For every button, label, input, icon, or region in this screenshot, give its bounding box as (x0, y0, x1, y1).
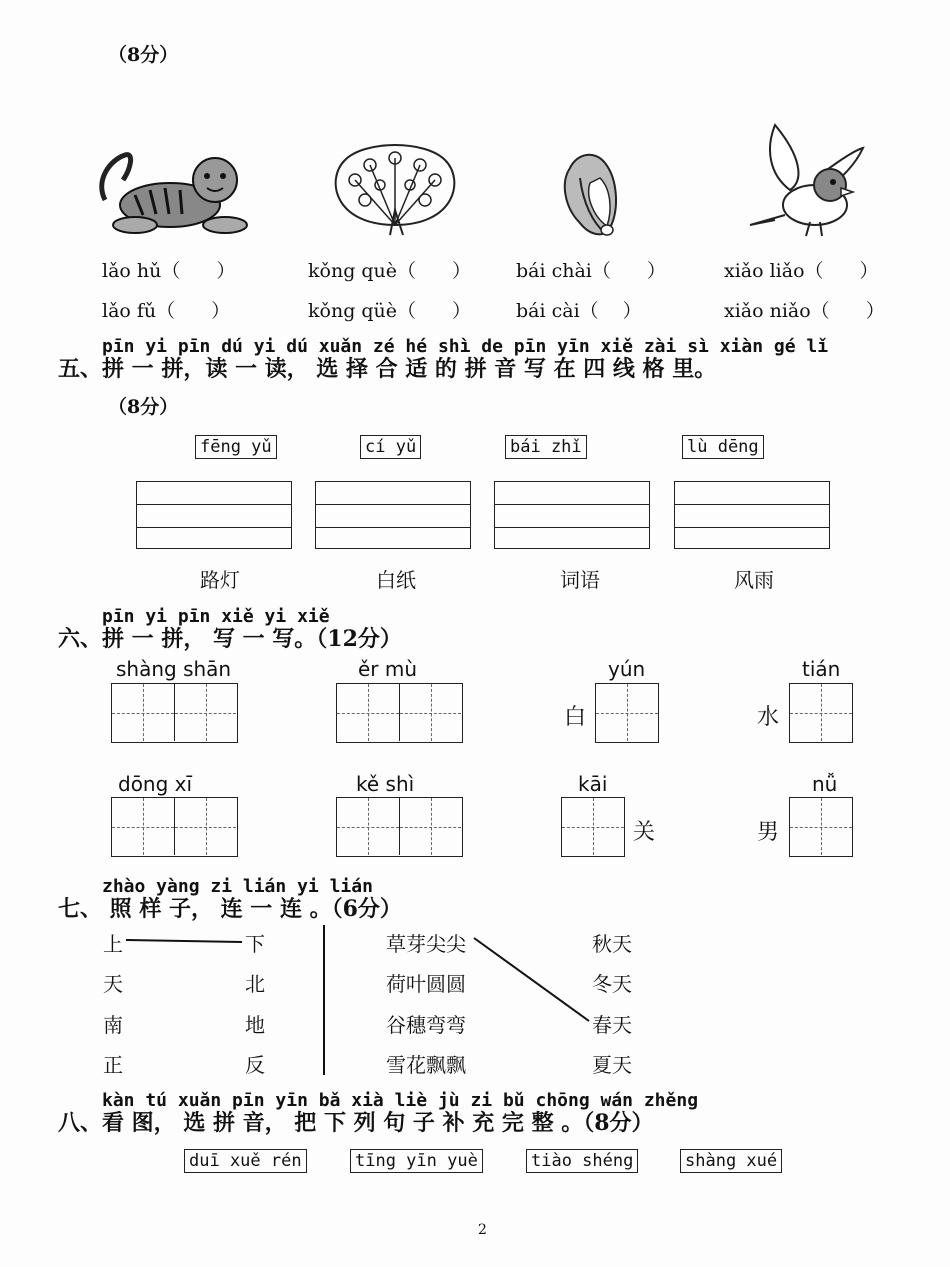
word-label: 白纸 (376, 568, 416, 592)
answer-bracket[interactable]: ） (646, 260, 666, 282)
pinyin-option-box: bái zhǐ (505, 435, 587, 459)
match-word[interactable]: 地 (245, 1013, 265, 1037)
answer-bracket[interactable]: ） (452, 300, 472, 322)
peacock-illustration (325, 140, 465, 240)
choice-item (308, 296, 471, 323)
match-season[interactable]: 夏天 (592, 1053, 632, 1077)
section4-score: （8分） (108, 44, 179, 66)
example-connector-line (126, 940, 242, 942)
match-word[interactable]: 正 (103, 1053, 123, 1077)
match-phrase[interactable]: 雪花飘飘 (386, 1053, 466, 1077)
tianzige-grid[interactable] (561, 797, 625, 857)
match-phrase[interactable]: 谷穗弯弯 (386, 1013, 466, 1037)
choice-item (516, 296, 642, 323)
pinyin-option-box: cí yǔ (360, 435, 421, 459)
match-season[interactable]: 冬天 (592, 972, 632, 996)
match-word[interactable]: 反 (245, 1053, 265, 1077)
match-season[interactable]: 秋天 (592, 932, 632, 956)
tianzige-grid[interactable] (111, 683, 238, 743)
pinyin-option-box: tiào shéng (526, 1149, 638, 1173)
grid-pinyin: shàng shān (116, 657, 232, 681)
four-line-grid[interactable] (136, 481, 292, 549)
choice-item (102, 256, 235, 283)
tianzige-grid[interactable] (336, 797, 463, 857)
given-character: 关 (633, 820, 656, 845)
grid-pinyin: tián (802, 657, 841, 681)
four-line-grid[interactable] (315, 481, 471, 549)
section5-pinyin: pīn yi pīn dú yi dú xuǎn zé hé shì de pīn yīn xiě zài sì xiàn gé lǐ (102, 336, 829, 357)
choice-item (308, 256, 471, 283)
section5-score: （8分） (108, 396, 179, 418)
choice-item (102, 296, 230, 323)
answer-bracket[interactable]: ） (622, 300, 642, 322)
answer-bracket[interactable]: ） (859, 260, 879, 282)
choice-item (724, 296, 885, 323)
given-character: 男 (757, 820, 780, 845)
grid-pinyin: nǚ (812, 772, 838, 796)
grid-pinyin: yún (608, 657, 646, 681)
section7-pinyin: zhào yàng zi lián yi lián (102, 876, 373, 897)
choice-pinyin: lǎo hǔ（ (102, 260, 181, 282)
tianzige-grid[interactable] (595, 683, 659, 743)
match-word[interactable]: 上 (103, 932, 123, 956)
bird-illustration (745, 120, 865, 240)
match-phrase[interactable]: 草芽尖尖 (386, 932, 466, 956)
grid-pinyin: ěr mù (358, 657, 418, 681)
tianzige-grid[interactable] (111, 797, 238, 857)
match-word[interactable]: 天 (103, 972, 123, 996)
answer-bracket[interactable]: ） (865, 300, 885, 322)
four-line-grid[interactable] (674, 481, 830, 549)
section5-title: 五、拼 一 拼，读 一 读， 选 择 合 适 的 拼 音 写 在 四 线 格 里。 (58, 356, 717, 382)
grid-pinyin: kāi (578, 772, 608, 796)
choice-pinyin: kǒng què（ (308, 260, 417, 282)
choice-pinyin: bái chài（ (516, 260, 611, 282)
pinyin-option-box: duī xuě rén (184, 1149, 307, 1173)
section8-title: 八、看 图， 选 拼 音， 把 下 列 句 子 补 充 完 整 。（8分） (58, 1110, 654, 1136)
example-connector-line (474, 938, 589, 1021)
match-season[interactable]: 春天 (592, 1013, 632, 1037)
word-label: 路灯 (200, 568, 240, 592)
section6-title: 六、拼 一 拼， 写 一 写。（12分） (58, 626, 402, 652)
choice-pinyin: xiǎo liǎo（ (724, 260, 824, 282)
section7-title: 七、 照 样 子， 连 一 连 。（6分） (58, 896, 402, 922)
section6-pinyin: pīn yi pīn xiě yi xiě (102, 606, 330, 627)
answer-bracket[interactable]: ） (452, 260, 472, 282)
choice-pinyin: kǒng qüè（ (308, 300, 417, 322)
choice-item (724, 256, 879, 283)
match-word[interactable]: 下 (245, 932, 265, 956)
choice-pinyin: lǎo fǔ（ (102, 300, 176, 322)
pinyin-option-box: lù dēng (682, 435, 764, 459)
pinyin-option-box: fēng yǔ (195, 435, 277, 459)
word-label: 风雨 (734, 568, 774, 592)
page-number: 2 (478, 1222, 487, 1238)
pinyin-option-box: tīng yīn yuè (350, 1149, 483, 1173)
four-line-grid[interactable] (494, 481, 650, 549)
section8-pinyin: kàn tú xuǎn pīn yīn bǎ xià liè jù zi bǔ chōng wán zhěng (102, 1090, 699, 1111)
answer-bracket[interactable]: ） (211, 300, 231, 322)
given-character: 水 (757, 705, 780, 730)
pinyin-option-box: shàng xué (680, 1149, 782, 1173)
choice-item (516, 256, 666, 283)
choice-pinyin: bái cài（ (516, 300, 599, 322)
answer-bracket[interactable]: ） (216, 260, 236, 282)
match-phrase[interactable]: 荷叶圆圆 (386, 972, 466, 996)
grid-pinyin: dōng xī (118, 772, 193, 796)
choice-pinyin: xiǎo niǎo（ (724, 300, 830, 322)
match-word[interactable]: 北 (245, 972, 265, 996)
match-word[interactable]: 南 (103, 1013, 123, 1037)
word-label: 词语 (560, 568, 600, 592)
tianzige-grid[interactable] (789, 683, 853, 743)
given-character: 白 (564, 705, 587, 730)
tianzige-grid[interactable] (789, 797, 853, 857)
grid-pinyin: kě shì (356, 772, 415, 796)
tiger-illustration (95, 140, 255, 240)
cabbage-illustration (555, 148, 625, 240)
tianzige-grid[interactable] (336, 683, 463, 743)
